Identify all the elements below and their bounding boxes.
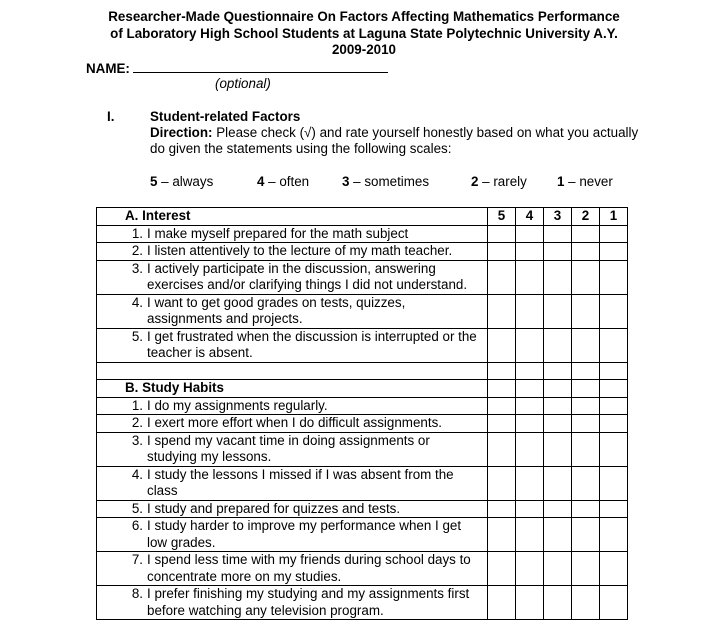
rating-checkbox-4[interactable] [516,500,544,518]
rating-header: 1 [600,208,628,226]
title-line: 2009-2010 [331,42,397,57]
rating-checkbox-4[interactable] [516,397,544,415]
rating-checkbox-3[interactable] [544,243,572,261]
rating-checkbox-1[interactable] [600,225,628,243]
item-statement: I do my assignments regularly. [147,397,328,413]
questionnaire-table [96,207,628,620]
rating-checkbox-2[interactable] [572,243,600,261]
item-number: 5. [131,500,143,516]
item-statement: I spend my vacant time in doing assignments or studying my lessons. [147,432,430,464]
statement-cell [97,552,488,586]
item-number: 2. [131,415,143,430]
rating-checkbox-2[interactable] [572,552,600,586]
rating-checkbox-3[interactable] [544,466,572,500]
scale-never [557,174,613,189]
table-row [97,518,628,552]
item-number: 4. [131,294,143,310]
rating-checkbox-4[interactable] [516,552,544,586]
title-line: Researcher-Made Questionnaire On Factors Affecting Mathematics Performance [108,9,620,24]
rating-checkbox-1[interactable] [600,415,628,433]
table-row [97,466,628,500]
rating-checkbox-2[interactable] [572,415,600,433]
rating-checkbox-5[interactable] [488,432,516,466]
rating-checkbox-3[interactable] [544,225,572,243]
table-row [97,294,628,328]
rating-checkbox-5[interactable] [488,243,516,261]
interest-items [97,225,628,362]
item-number: 2. [131,243,143,258]
scale-num: 4 [257,174,265,189]
table-row [97,260,628,294]
statement-cell [97,260,488,294]
rating-checkbox-1[interactable] [600,500,628,518]
rating-checkbox-2[interactable] [572,518,600,552]
scale-label: – always [157,174,214,189]
rating-checkbox-2[interactable] [572,397,600,415]
statement-cell [97,500,488,518]
rating-checkbox-1[interactable] [600,552,628,586]
rating-checkbox-2[interactable] [572,328,600,362]
rating-checkbox-5[interactable] [488,294,516,328]
item-number: 3. [131,260,143,276]
name-label: NAME: [86,61,130,76]
rating-checkbox-4[interactable] [516,243,544,261]
table-row [97,243,628,261]
rating-checkbox-1[interactable] [600,328,628,362]
rating-checkbox-2[interactable] [572,500,600,518]
interest-heading-cell [97,208,488,226]
rating-checkbox-4[interactable] [516,586,544,620]
rating-checkbox-1[interactable] [600,294,628,328]
scale-rarely [471,174,527,189]
statement-cell [97,415,488,433]
rating-header: 3 [544,208,572,226]
spacer-row [97,362,628,380]
rating-checkbox-2[interactable] [572,586,600,620]
rating-checkbox-5[interactable] [488,586,516,620]
study-habits-heading: B. Study Habits [125,380,224,395]
statement-cell [97,586,488,620]
table-row [97,500,628,518]
rating-checkbox-2[interactable] [572,225,600,243]
rating-checkbox-3[interactable] [544,328,572,362]
rating-checkbox-2[interactable] [572,466,600,500]
item-statement: I study and prepared for quizzes and tests. [147,500,401,516]
direction-text [150,125,650,157]
rating-checkbox-4[interactable] [516,260,544,294]
statement-cell [97,518,488,552]
item-statement: I exert more effort when I do difficult assignments. [147,415,442,430]
rating-checkbox-1[interactable] [600,243,628,261]
interest-heading: A. Interest [125,208,191,223]
rating-checkbox-3[interactable] [544,294,572,328]
rating-checkbox-2[interactable] [572,432,600,466]
rating-checkbox-5[interactable] [488,260,516,294]
scale-num: 3 [342,174,350,189]
item-statement: I actively participate in the discussion, answering exercises and/or clarifying things I did not understand. [147,260,468,292]
item-statement: I study harder to improve my performance when I get low grades. [147,518,462,550]
rating-checkbox-3[interactable] [544,586,572,620]
table-row [97,397,628,415]
item-number: 7. [131,552,143,567]
table-row [97,328,628,362]
rating-checkbox-3[interactable] [544,432,572,466]
rating-checkbox-1[interactable] [600,432,628,466]
rating-checkbox-4[interactable] [516,415,544,433]
rating-checkbox-4[interactable] [516,328,544,362]
study-habits-items [97,397,628,620]
statement-cell [97,432,488,466]
scale-always [150,174,213,189]
document-title [60,9,668,59]
scale-label: – sometimes [349,174,430,189]
item-statement: I spend less time with my friends during school days to concentrate more on my studies. [147,552,471,584]
scale-num: 1 [557,174,565,189]
statement-cell [97,397,488,415]
item-number: 1. [131,397,143,413]
table-row [97,225,628,243]
item-number: 1. [131,225,143,241]
table-row [97,432,628,466]
rating-checkbox-3[interactable] [544,260,572,294]
rating-checkbox-2[interactable] [572,260,600,294]
title-line: of Laboratory High School Students at Laguna State Polytechnic University A.Y. [110,25,618,41]
statement-cell [97,328,488,362]
rating-checkbox-3[interactable] [544,552,572,586]
section-number: I. [107,109,115,124]
rating-checkbox-4[interactable] [516,466,544,500]
rating-checkbox-5[interactable] [488,466,516,500]
direction-body: Please check (√) and rate yourself honestly based on what you actually do given the statements using the following scales: [150,125,639,156]
scale-sometimes [342,174,429,189]
rating-checkbox-3[interactable] [544,518,572,552]
statement-cell [97,243,488,261]
direction-label: Direction: [150,125,213,140]
item-number: 6. [131,518,143,533]
statement-cell [97,466,488,500]
rating-checkbox-4[interactable] [516,432,544,466]
study-habits-heading-cell [97,380,488,398]
scale-label: – rarely [478,174,527,189]
rating-checkbox-5[interactable] [488,225,516,243]
item-statement: I get frustrated when the discussion is interrupted or the teacher is absent. [147,328,477,360]
table-row [97,586,628,620]
item-statement: I study the lessons I missed if I was absent from the class [147,466,454,498]
rating-checkbox-1[interactable] [600,518,628,552]
rating-checkbox-5[interactable] [488,328,516,362]
item-statement: I prefer finishing my studying and my assignments first before watching any television program. [147,586,470,618]
rating-checkbox-1[interactable] [600,260,628,294]
rating-checkbox-3[interactable] [544,500,572,518]
name-row [86,59,388,76]
rating-checkbox-4[interactable] [516,294,544,328]
rating-checkbox-1[interactable] [600,466,628,500]
item-number: 4. [131,466,143,482]
rating-checkbox-2[interactable] [572,294,600,328]
statement-cell [97,294,488,328]
rating-header: 5 [488,208,516,226]
item-number: 8. [131,586,143,601]
name-blank-line [133,59,388,73]
optional-note: (optional) [215,76,271,91]
item-statement: I want to get good grades on tests, quizzes, assignments and projects. [147,294,406,326]
rating-checkbox-5[interactable] [488,397,516,415]
scale-label: – never [564,174,613,189]
rating-checkbox-5[interactable] [488,415,516,433]
table-row [97,552,628,586]
rating-checkbox-5[interactable] [488,518,516,552]
rating-checkbox-5[interactable] [488,500,516,518]
study-habits-heading-row [97,380,628,398]
item-statement: I make myself prepared for the math subject [147,225,409,241]
rating-checkbox-1[interactable] [600,586,628,620]
table-row [97,415,628,433]
scale-often [257,174,309,189]
rating-checkbox-4[interactable] [516,225,544,243]
scale-label: – often [264,174,310,189]
rating-checkbox-5[interactable] [488,552,516,586]
item-number: 3. [131,432,143,448]
rating-header: 2 [572,208,600,226]
scale-num: 5 [150,174,158,189]
rating-checkbox-4[interactable] [516,518,544,552]
rating-checkbox-3[interactable] [544,415,572,433]
table-header-row [97,208,628,226]
statement-cell [97,225,488,243]
section-title: Student-related Factors [150,109,301,124]
rating-checkbox-1[interactable] [600,397,628,415]
item-number: 5. [131,328,143,344]
rating-checkbox-3[interactable] [544,397,572,415]
scale-num: 2 [471,174,479,189]
item-statement: I listen attentively to the lecture of my math teacher. [147,243,453,258]
rating-header: 4 [516,208,544,226]
